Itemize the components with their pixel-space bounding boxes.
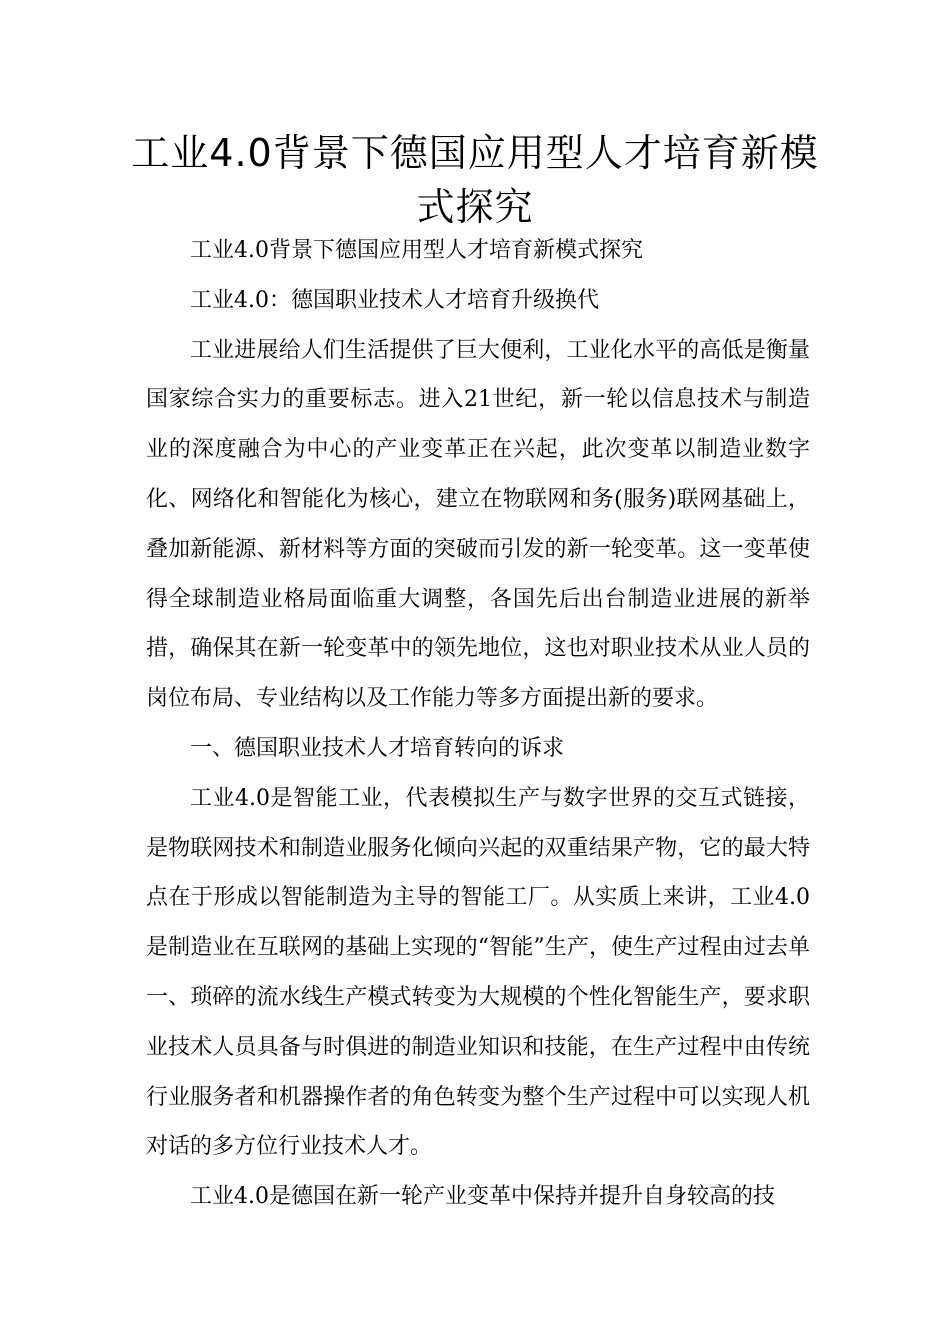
paragraph-heading-one: 一、德国职业技术人才培育转向的诉求 <box>190 735 565 761</box>
document-title: 工业4.0背景下德国应用型人才培育新模式探究 <box>131 131 819 229</box>
document-body <box>146 226 810 1222</box>
paragraph-subtitle: 工业4.0背景下德国应用型人才培育新模式探究 <box>190 238 643 263</box>
paragraph-section-heading: 工业4.0：德国职业技术人才培育升级换代 <box>190 287 599 313</box>
paragraph-intro: 工业进展给人们生活提供了巨大便利，工业化水平的高低是衡量国家综合实力的重要标志。进入21世纪，新一轮以信息技术与制造业的深度融合为中心的产业变革正在兴起，此次变革以制造业数字化、网络化和智能化为核心，建立在物联网和务(服务)联网基础上，叠加新能源、新材料等方面的突破而引发的新一轮变革。这一变革使得全球制造业格局面临重大调整，各国先后出台制造业进展的新举措，确保其在新一轮变革中的领先地位，这也对职业技术从业人员的岗位布局、专业结构以及工作能力等多方面提出新的要求。 <box>146 337 810 712</box>
paragraph-germany: 工业4.0是德国在新一轮产业变革中保持并提升自身较高的技 <box>190 1184 775 1210</box>
paragraph-industry-4: 工业4.0是智能工业，代表模拟生产与数字世界的交互式链接，是物联网技术和制造业服务化倾向兴起的双重结果产物，它的最大特点在于形成以智能制造为主导的智能工厂。从实质上来讲，工业4.0是制造业在互联网的基础上实现的“智能”生产，使生产过程由过去单一、琐碎的流水线生产模式转变为大规模的个性化智能生产，要求职业技术人员具备与时俱进的制造业知识和技能，在生产过程中由传统行业服务者和机器操作者的角色转变为整个生产过程中可以实现人机对话的多方位行业技术人才。 <box>146 785 810 1160</box>
